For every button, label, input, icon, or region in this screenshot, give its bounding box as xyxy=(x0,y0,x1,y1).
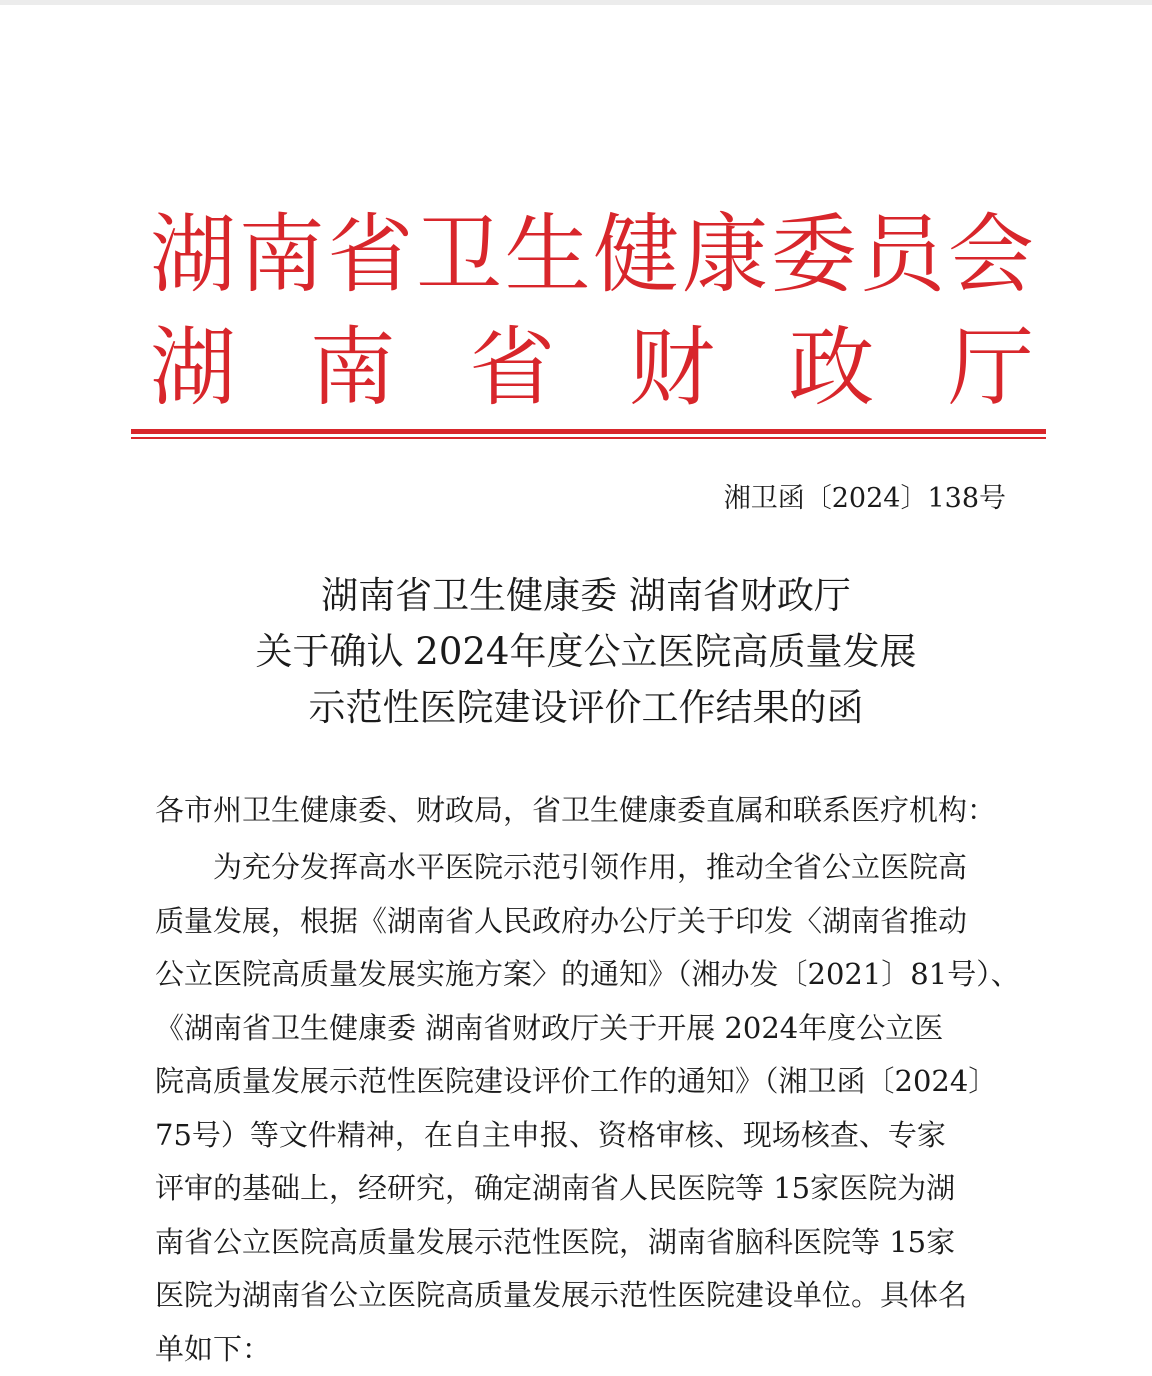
body-line: 《湖南省卫生健康委 湖南省财政厅关于开展 2024年度公立医 xyxy=(155,1002,1015,1056)
body-line: 院高质量发展示范性医院建设评价工作的通知》（湘卫函〔2024〕 xyxy=(155,1055,1015,1109)
masthead-char: 南 xyxy=(310,325,396,411)
body-line: 单如下： xyxy=(155,1323,1015,1376)
masthead-char: 财 xyxy=(629,325,715,411)
masthead-char: 委 xyxy=(771,212,857,298)
masthead-divider-thin xyxy=(131,437,1046,439)
masthead-char: 会 xyxy=(948,212,1034,298)
masthead-line-health-commission xyxy=(150,212,1034,298)
salutation: 各市州卫生健康委、财政局，省卫生健康委直属和联系医疗机构： xyxy=(155,789,1035,831)
document-title xyxy=(130,568,1042,736)
title-line: 关于确认 2024年度公立医院高质量发展 xyxy=(130,624,1042,680)
masthead-line-finance-department xyxy=(150,325,1034,411)
masthead-char: 员 xyxy=(859,212,945,298)
masthead-char: 南 xyxy=(239,212,325,298)
body-line: 评审的基础上，经研究，确定湖南省人民医院等 15家医院为湖 xyxy=(155,1162,1015,1216)
masthead-char: 省 xyxy=(327,212,413,298)
body-line: 医院为湖南省公立医院高质量发展示范性医院建设单位。具体名 xyxy=(155,1269,1015,1323)
title-line: 示范性医院建设评价工作结果的函 xyxy=(130,680,1042,736)
body-line: 质量发展，根据《湖南省人民政府办公厅关于印发〈湖南省推动 xyxy=(155,895,1015,949)
masthead-char: 湖 xyxy=(150,325,236,411)
masthead-char: 健 xyxy=(593,212,679,298)
masthead-char: 厅 xyxy=(948,325,1034,411)
masthead-char: 湖 xyxy=(150,212,236,298)
document-number: 湘卫函〔2024〕138号 xyxy=(724,476,1006,515)
body-line: 为充分发挥高水平医院示范引领作用，推动全省公立医院高 xyxy=(155,841,1015,895)
masthead-char: 卫 xyxy=(416,212,502,298)
body-line: 公立医院高质量发展实施方案〉的通知》（湘办发〔2021〕81号）、 xyxy=(155,948,1015,1002)
body-line: 南省公立医院高质量发展示范性医院，湖南省脑科医院等 15家 xyxy=(155,1216,1015,1270)
body-paragraph xyxy=(155,841,1015,1376)
masthead-char: 省 xyxy=(469,325,555,411)
masthead-char: 康 xyxy=(682,212,768,298)
masthead-char: 政 xyxy=(788,325,874,411)
top-strip xyxy=(0,0,1152,5)
masthead-divider-thick xyxy=(131,429,1046,434)
masthead-char: 生 xyxy=(505,212,591,298)
body-line: 75号）等文件精神，在自主申报、资格审核、现场核查、专家 xyxy=(155,1109,1015,1163)
title-line: 湖南省卫生健康委 湖南省财政厅 xyxy=(130,568,1042,624)
